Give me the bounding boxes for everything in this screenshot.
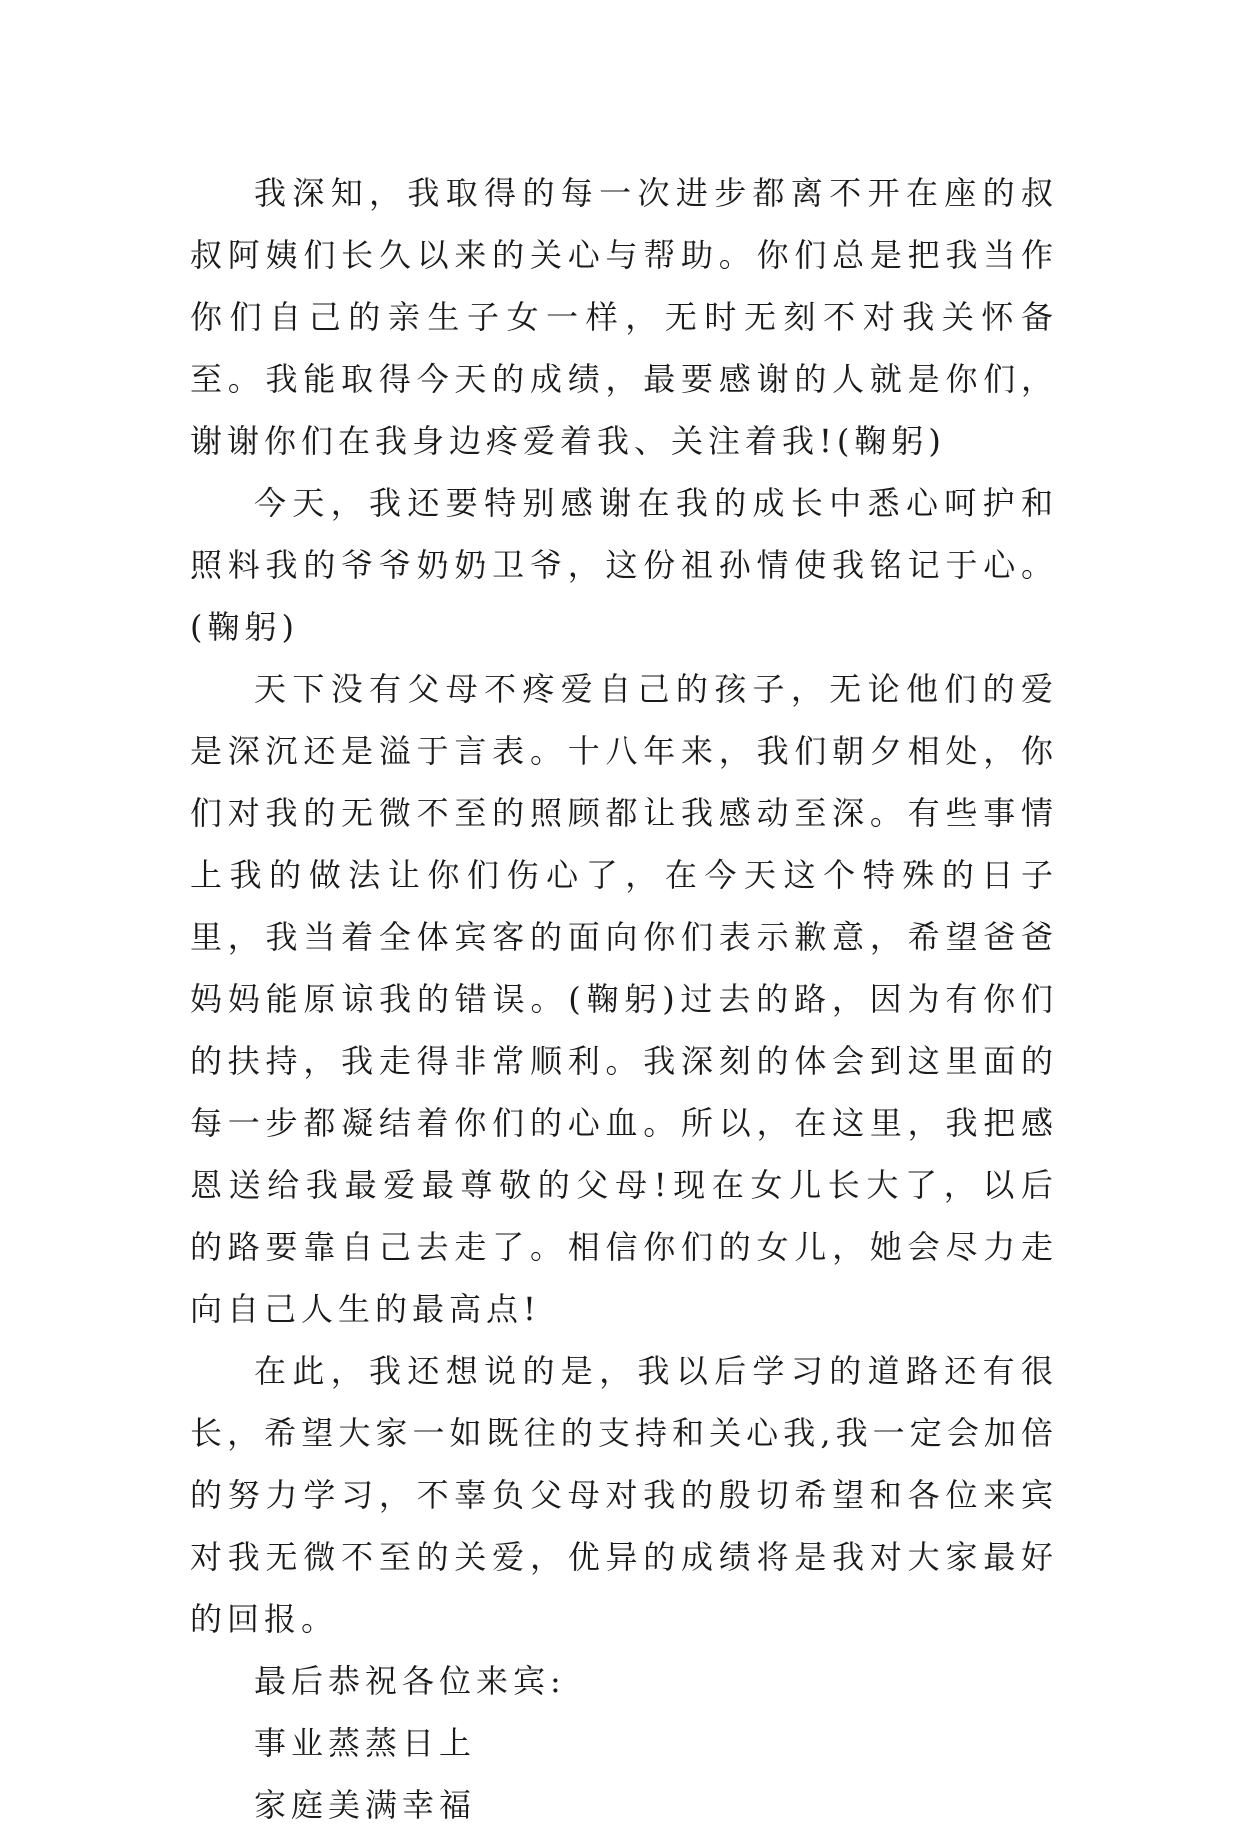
- paragraph-thanks-guests: 我深知，我取得的每一次进步都离不开在座的叔叔阿姨们长久以来的关心与帮助。你们总是把我当作你们自己的亲生子女一样，无时无刻不对我关怀备至。我能取得今天的成绩，最要感谢的人就是你们，谢谢你们在我身边疼爱着我、关注着我!(鞠躬): [190, 174, 1058, 460]
- paragraph-thanks-parents: 天下没有父母不疼爱自己的孩子，无论他们的爱是深沉还是溢于言表。十八年来，我们朝夕相处，你们对我的无微不至的照顾都让我感动至深。有些事情上我的做法让你们伤心了，在今天这个特殊的日子里，我当着全体宾客的面向你们表示歉意，希望爸爸妈妈能原谅我的错误。(鞠躬)过去的路，因为有你们的扶持，我走得非常顺利。我深刻的体会到这里面的每一步都凝结着你们的心血。所以，在这里，我把感恩送给我最爱最尊敬的父母!现在女儿长大了，以后的路要靠自己去走了。相信你们的女儿，她会尽力走向自己人生的最高点!: [190, 670, 1058, 1328]
- closing-wish-career: 事业蒸蒸日上: [254, 1724, 477, 1762]
- closing-intro: 最后恭祝各位来宾:: [254, 1662, 566, 1700]
- speech-body: [190, 162, 1058, 1836]
- paragraph-thanks-grandparents: 今天，我还要特别感谢在我的成长中悉心呵护和照料我的爷爷奶奶卫爷，这份祖孙情使我铭记于心。(鞠躬): [190, 484, 1058, 646]
- paragraph-future-promise: 在此，我还想说的是，我以后学习的道路还有很长，希望大家一如既往的支持和关心我,我一定会加倍的努力学习，不辜负父母对我的殷切希望和各位来宾对我无微不至的关爱，优异的成绩将是我对大家最好的回报。: [190, 1352, 1058, 1638]
- closing-wish-family: 家庭美满幸福: [254, 1786, 477, 1824]
